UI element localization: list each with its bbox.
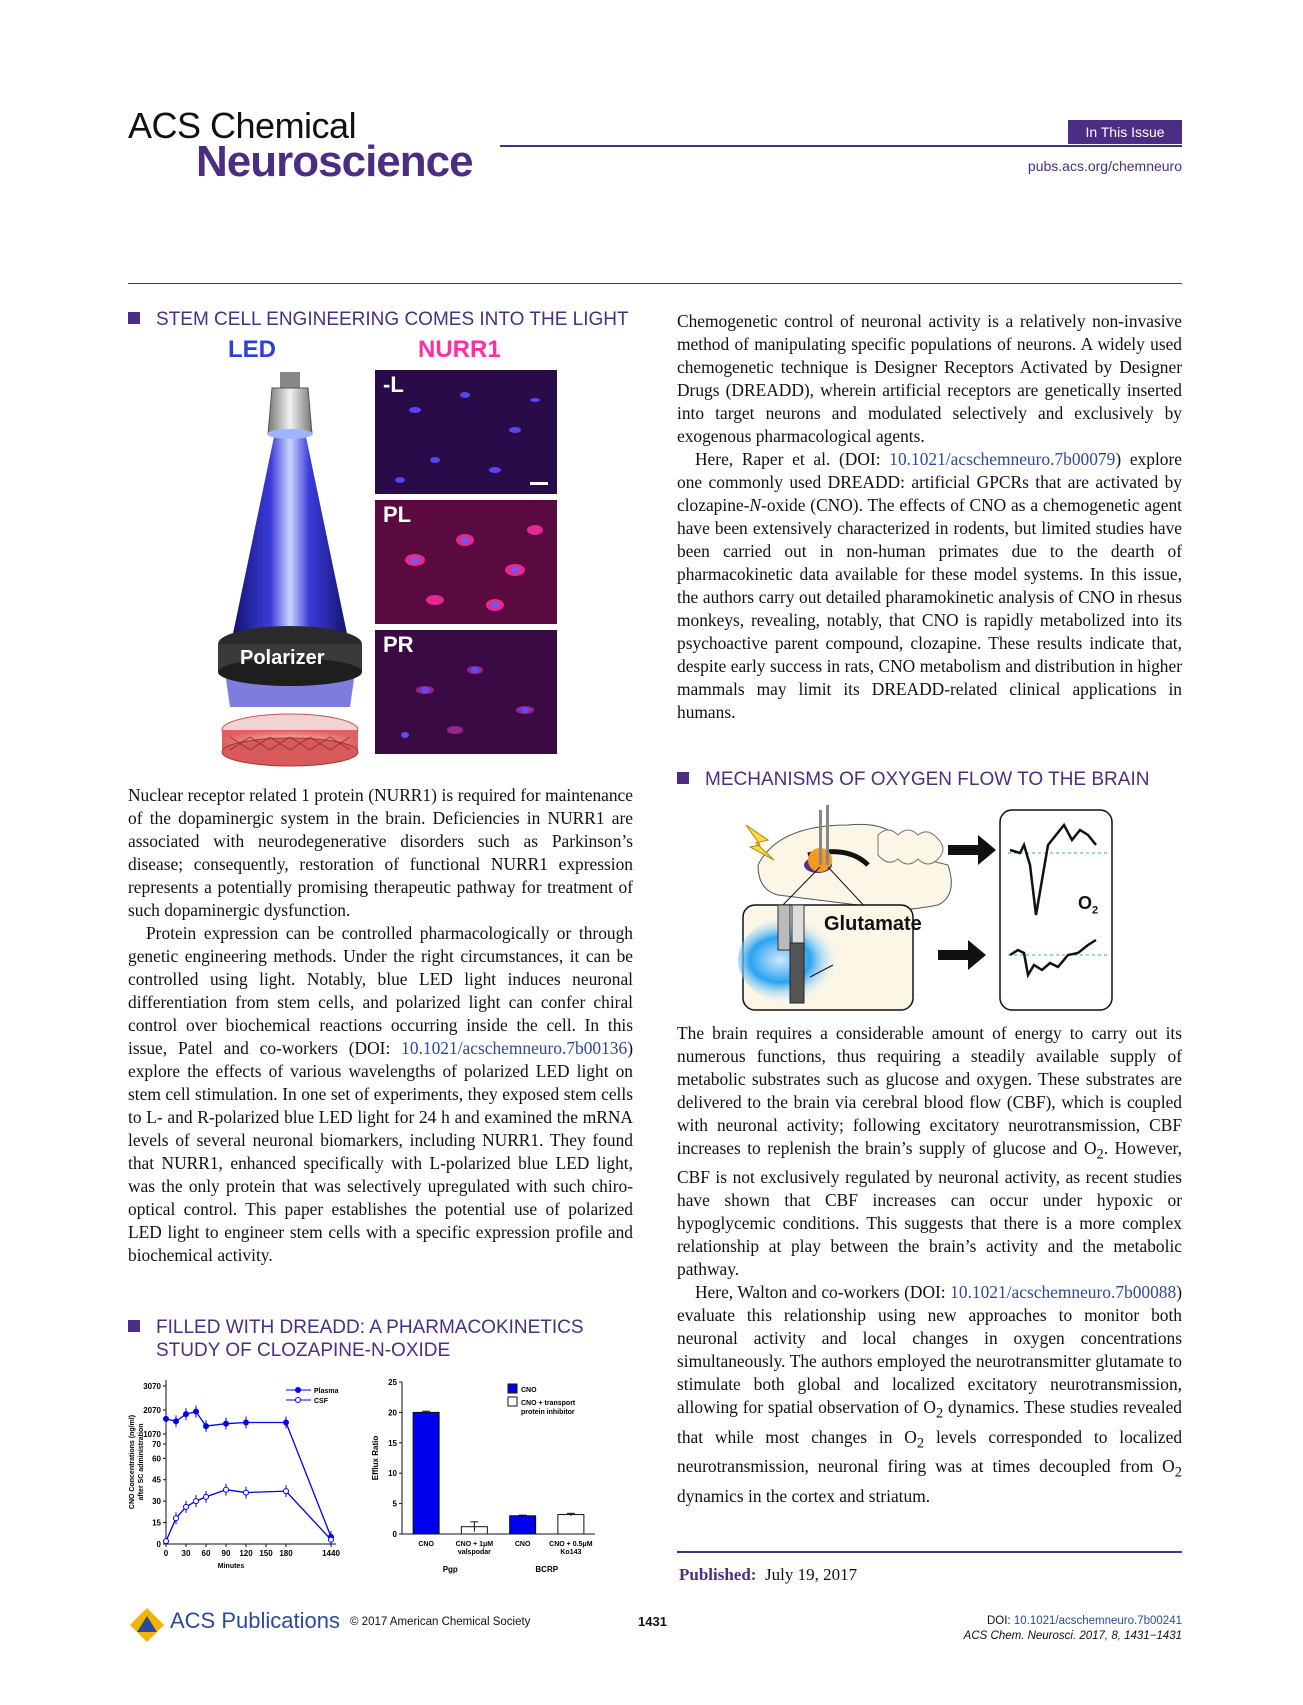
section3-paragraph2: Here, Walton and co-workers (DOI: 10.1021/acschemneuro.7b00088) evaluate this relationship using new approaches to monitor both neuronal activity and local changes in oxygen concentrations simultaneously. The authors employed the neurotransmitter glutamate to stimulate both global and localized excitatory neurotransmission, allowing for spatial observation of $O_2$ dynamics. These studies revealed that while most changes in $O_2$ levels corresponded to localized neurotransmission, neuronal firing was at times decoupled from $O_2$ dynamics in the cortex and striatum. — [677, 1282, 1183, 1506]
group-label-pgp: Pgp — [442, 1565, 458, 1574]
x-tick-label: 150 — [259, 1549, 273, 1558]
section-heading-stem-cell: STEM CELL ENGINEERING COMES INTO THE LIGHT — [128, 308, 648, 331]
data-point-plasma — [194, 1409, 199, 1414]
y-tick-label: 0 — [156, 1540, 161, 1549]
y-tick-label: 10 — [388, 1469, 397, 1479]
microscopy-panel-l — [375, 370, 557, 494]
nurr1-label: NURR1 — [418, 336, 501, 363]
heading-square-icon — [677, 772, 689, 784]
legend-label-inhibitor: CNO + transport — [521, 1400, 576, 1407]
y-tick-label: 20 — [388, 1408, 397, 1418]
data-point-plasma — [244, 1420, 249, 1425]
x-axis-label: Minutes — [217, 1563, 245, 1570]
data-point-plasma — [164, 1416, 169, 1421]
data-point-csf — [184, 1504, 189, 1509]
microscopy-panel-pl — [375, 500, 557, 624]
y-tick-label: 2070 — [143, 1406, 161, 1415]
data-point-plasma — [284, 1420, 289, 1425]
data-point-csf — [164, 1539, 169, 1544]
section2-body — [677, 310, 1182, 724]
panel-label-pl: PL — [383, 502, 412, 527]
top-rule — [128, 283, 1182, 284]
y-tick-label: 5 — [392, 1499, 397, 1509]
legend-swatch-filled — [508, 1384, 517, 1393]
y-tick-label: 15 — [152, 1518, 161, 1528]
category-label: CNO — [418, 1541, 434, 1548]
category-label: CNO + 0.5μM — [549, 1541, 593, 1548]
y-tick-label: 70 — [152, 1440, 161, 1449]
legend-label-csf: CSF — [314, 1398, 328, 1405]
data-point-csf — [224, 1487, 229, 1492]
category-label: CNO — [514, 1541, 531, 1548]
bar-2 — [510, 1516, 536, 1534]
polarizer-label: Polarizer — [240, 647, 325, 669]
x-tick-label: 1440 — [322, 1549, 340, 1558]
journal-title-line2: Neuroscience — [196, 137, 473, 186]
y-tick-label: 45 — [152, 1475, 161, 1485]
section1-paragraph2: Protein expression can be controlled pharmacologically or through genetic engineering methods. Under the right circumstances, it can be controlled using light. Notably, blue LED light induces neuronal differentiation from stem cells, and polarized light can confer chiral control over biochemical reactions occurring inside the cell. In this issue, Patel and co-workers (DOI: 10.1021/acschemneuro.7b00136) explore the effects of various wavelengths of polarized LED light on stem cell stimulation. In one set of experiments, they exposed stem cells to L- and R-polarized blue LED light for 24 h and examined the mRNA levels of several neuronal biomarkers, including NURR1. They found that NURR1, enhanced specifically with L-polarized blue LED light, was the only protein that was selectively upregulated with such chiro-optical control. This paper establishes the potential use of polarized LED light to engineer stem cells with a specific expression profile and biochemical activity. — [128, 923, 633, 1265]
section-heading-dreadd: FILLED WITH DREADD: A PHARMACOKINETICS STUDY OF CLOZAPINE-N-OXIDE — [128, 1316, 648, 1362]
data-point-csf — [244, 1490, 249, 1495]
data-point-plasma — [224, 1421, 229, 1426]
journal-url-link[interactable]: pubs.acs.org/chemneuro — [1027, 158, 1182, 174]
category-label: CNO + 1μM — [455, 1541, 494, 1548]
y-axis-label-line1: CNO Concentrations (ng/ml) — [129, 1414, 136, 1510]
data-point-csf — [194, 1499, 199, 1504]
data-point-csf — [284, 1489, 289, 1494]
copyright: © 2017 American Chemical Society — [350, 1616, 531, 1628]
data-point-plasma — [184, 1412, 189, 1417]
o2-label: $O_2$ — [1078, 893, 1099, 917]
bar-3 — [558, 1515, 584, 1534]
glutamate-label: Glutamate — [824, 913, 922, 935]
panel-label-pr: PR — [383, 632, 414, 657]
legend-swatch-open — [508, 1397, 517, 1406]
section2-paragraph1: Chemogenetic control of neuronal activity is a relatively non-invasive method of manipulating specific populations of neurons. A widely used chemogenetic technique is Designer Receptors Activated by Designer Drugs (DREADD), wherein artificial receptors are genetically inserted into target neurons and modulated selectively and exclusively by exogenous pharmacological agents. — [677, 311, 1182, 446]
x-tick-label: 60 — [201, 1549, 211, 1558]
series-line-csf — [166, 1490, 331, 1541]
x-tick-label: 90 — [221, 1549, 231, 1558]
section3-paragraph1: The brain requires a considerable amount of energy to carry out its numerous functions, thus requiring a steadily available supply of metabolic substrates such as glucose and oxygen. These substrates are delivered to the brain via cerebral blood flow (CBF), which is coupled with neuronal activity; following excitatory neurotransmission, CBF increases to replenish the brain’s supply of glucose and $O_2$. However, CBF is not exclusively regulated by neuronal activity, as recent studies have shown that CBF increases can occur under hypoxic or hypoglycemic conditions. This suggests that there is a more complex relationship at play between the brain’s activity and the metabolic pathway. — [677, 1023, 1182, 1280]
y-tick-label: 15 — [388, 1438, 397, 1448]
published-rule — [677, 1551, 1182, 1553]
section1-body — [128, 784, 633, 1267]
doi-link-raper[interactable]: 10.1021/acschemneuro.7b00079 — [889, 449, 1116, 469]
x-tick-label: 120 — [239, 1549, 253, 1558]
doi-link-walton[interactable]: 10.1021/acschemneuro.7b00088 — [950, 1282, 1177, 1303]
header-rule — [500, 145, 1182, 147]
efflux-ratio-chart — [371, 1370, 640, 1575]
line-chart-svg — [126, 1370, 376, 1575]
category-label-line2: valspodar — [457, 1549, 491, 1556]
bar-chart-svg — [371, 1370, 640, 1575]
data-point-csf — [329, 1537, 334, 1542]
legend-label-cno: CNO — [521, 1387, 537, 1394]
acs-logo-icon — [128, 1606, 166, 1644]
microscopy-panel-pr — [375, 630, 557, 754]
x-tick-label: 0 — [163, 1549, 169, 1558]
panel-label-l: -L — [383, 372, 404, 397]
y-axis-label-line2: after SC administration — [138, 1423, 145, 1501]
data-point-csf — [174, 1516, 179, 1521]
footer-doi: DOI: 10.1021/acschemneuro.7b00241 — [986, 1615, 1182, 1627]
section-heading-oxygen: MECHANISMS OF OXYGEN FLOW TO THE BRAIN — [677, 768, 1182, 791]
led-label: LED — [228, 336, 276, 363]
figure-oxygen-brain — [738, 805, 1118, 1015]
legend-marker — [296, 1388, 301, 1393]
page-number: 1431 — [638, 1614, 667, 1629]
footer-citation: ACS Chem. Neurosci. 2017, 8, 1431−1431 — [963, 1630, 1182, 1642]
legend-label-plasma: Plasma — [314, 1388, 339, 1395]
heading-square-icon — [128, 312, 140, 324]
category-label-line2: Ko143 — [560, 1549, 582, 1556]
section3-body — [677, 1022, 1182, 1508]
brain-electrode-illustration — [738, 805, 1118, 1015]
section2-paragraph2: Here, Raper et al. (DOI: 10.1021/acschemneuro.7b00079) explore one commonly used DREADD: artificial GPCRs that are activated by clozapine-N-oxide (CNO). The effects of CNO as a chemogenetic agent have been extensively characterized in rodents, but limited studies have been carried out in non-human primates due to the dearth of pharmacokinetic data available for these model systems. In this issue, the authors carry out detailed pharamokinetic analysis of CNO in rhesus monkeys, revealing, notably, that CNO is rapidly metabolized into its psychoactive parent compound, clozapine. These results indicate that, despite early success in rats, CNO metabolism and distribution in higher mammals may limit its DREADD-related clinical applications in humans. — [677, 449, 1182, 722]
journal-title-line1: ACS Chemical — [128, 105, 357, 146]
cno-concentration-chart — [126, 1370, 376, 1575]
doi-link-patel[interactable]: 10.1021/acschemneuro.7b00136 — [401, 1038, 628, 1058]
y-tick-label: 1070 — [143, 1430, 161, 1439]
section1-paragraph1: Nuclear receptor related 1 protein (NURR1) is required for maintenance of the dopaminergic system in the brain. Deficiencies in NURR1 are associated with neurodegenerative disorders such as Parkinson’s disease; consequently, restoration of functional NURR1 expression represents a potentially promising therapeutic pathway for treatment of such dopaminergic dysfunction. — [128, 785, 633, 920]
y-tick-label: 60 — [152, 1454, 161, 1464]
series-line-plasma — [166, 1412, 331, 1537]
published-date: Published: July 19, 2017 — [679, 1565, 858, 1584]
x-tick-label: 30 — [181, 1549, 191, 1558]
bar-0 — [413, 1412, 439, 1534]
y-tick-label: 0 — [392, 1530, 397, 1539]
y-tick-label: 30 — [152, 1497, 161, 1507]
data-point-plasma — [204, 1424, 209, 1429]
y-axis-label: Efflux Ratio — [371, 1435, 380, 1481]
x-tick-label: 180 — [279, 1549, 293, 1558]
data-point-plasma — [174, 1419, 179, 1424]
figure-led-polarizer — [180, 336, 570, 772]
legend-marker — [296, 1398, 301, 1403]
in-this-issue-badge: In This Issue — [1068, 120, 1182, 144]
group-label-bcrp: BCRP — [535, 1565, 559, 1574]
data-point-csf — [204, 1494, 209, 1499]
heading-square-icon — [128, 1320, 140, 1332]
y-tick-label: 25 — [388, 1378, 397, 1387]
legend-label-inhibitor-line2: protein inhibitor — [521, 1409, 575, 1416]
footer-doi-link[interactable]: 10.1021/acschemneuro.7b00241 — [1013, 1615, 1182, 1627]
acs-publications-label: ACS Publications — [170, 1608, 340, 1633]
y-tick-label: 3070 — [143, 1382, 161, 1391]
